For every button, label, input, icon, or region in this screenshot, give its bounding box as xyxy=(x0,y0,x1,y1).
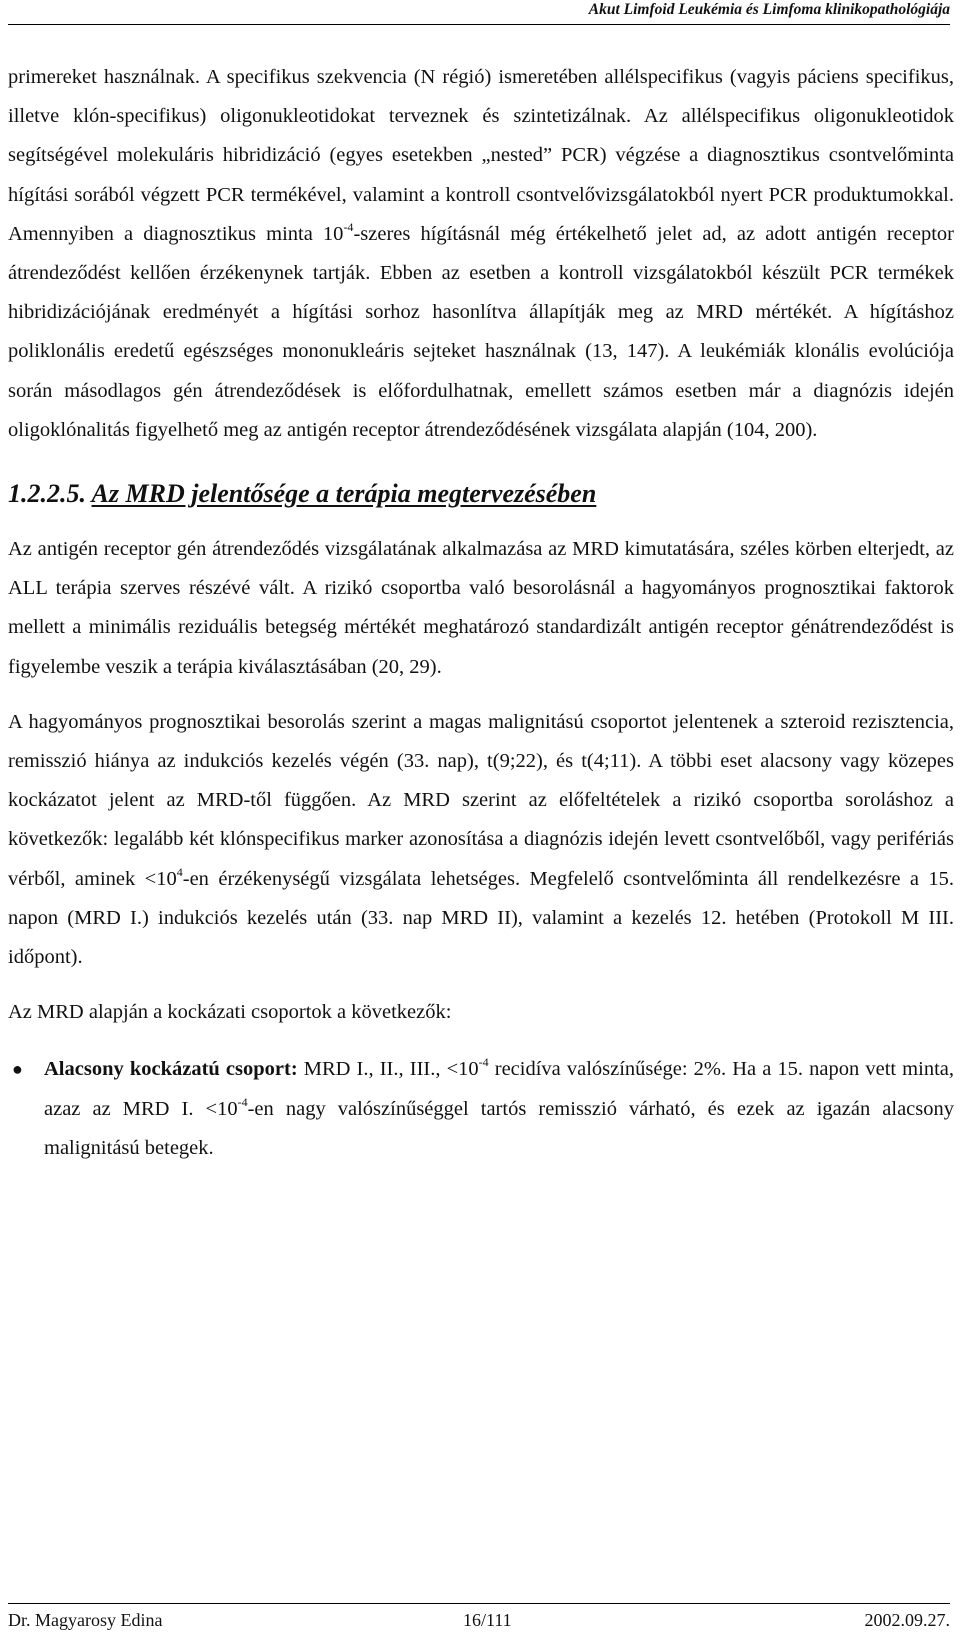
paragraph-text: A hagyományos prognosztikai besorolás szerint a magas malignitású csoportot jelentenek a szteroid rezisztencia, remisszió hiánya az indukciós kezelés végén (33. nap), t(9;22), és t(4;11). A többi eset alacsony vagy közepes kockázatot jelent az MRD-től függően. Az MRD szerint az előfeltételek a rizikó csoportba soroláshoz a következők: legalább két klónspecifikus marker azonosítása a diagnózis idején levett csontvelőből, vagy perifériás vérből, aminek <10 xyxy=(8,710,954,890)
section-heading xyxy=(8,472,954,516)
paragraph-text: Az MRD alapján a kockázati csoportok a következők: xyxy=(8,1001,452,1024)
list-item-text: MRD I., II., III., <10 xyxy=(297,1058,479,1081)
list-item-text: recidíva valószínűsége: 2%. Ha a 15. napon vett minta, azaz az MRD I. <10 xyxy=(44,1058,954,1120)
body-paragraph xyxy=(8,58,954,450)
running-header-title: Akut Limfoid Leukémia és Limfoma klinikopathológiája xyxy=(588,1,950,18)
section-title: Az MRD jelentősége a terápia megtervezésében xyxy=(91,479,597,509)
paragraph-text: primereket használnak. A specifikus szekvencia (N régió) ismeretében allélspecifikus (vagyis páciens specifikus, illetve klón-specifikus) oligonukleotidokat terveznek és szintetizálnak. Az allélspecifikus oligonukleotidok segítségével molekuláris hibridizáció (egyes esetekben „nested” PCR) végzése a diagnosztikus csontvelőminta hígítási sorából végzett PCR termékével, valamint a kontroll csontvelővizsgálatokból nyert PCR produktumokkal. Amennyiben a diagnosztikus minta 10 xyxy=(8,66,954,245)
body-paragraph xyxy=(8,993,954,1032)
list-item-title: Alacsony kockázatú csoport: xyxy=(44,1058,298,1081)
footer-author: Dr. Magyarosy Edina xyxy=(8,1610,163,1630)
superscript: -4 xyxy=(343,219,354,234)
superscript: -4 xyxy=(237,1094,248,1109)
footer-date: 2002.09.27. xyxy=(864,1610,950,1630)
body-paragraph xyxy=(8,703,954,977)
superscript: -4 xyxy=(478,1055,489,1070)
footer-page-number: 16/111 xyxy=(463,1610,512,1630)
page-footer xyxy=(8,1603,950,1634)
document-body xyxy=(8,58,954,1168)
paragraph-text: -en érzékenységű vizsgálata lehetséges. Megfelelő csontvelőminta áll rendelkezésre a 15. napon (MRD I.) indukciós kezelés után (33. nap MRD II), valamint a kezelés 12. hetében (Protokoll M III. időpont). xyxy=(8,867,954,969)
list-item xyxy=(8,1050,954,1168)
superscript: 4 xyxy=(176,864,183,879)
section-number: 1.2.2.5. xyxy=(8,479,86,509)
body-paragraph xyxy=(8,530,954,687)
list-item-text: -en nagy valószínűséggel tartós remisszió várható, és ezek az igazán alacsony malignitású betegek. xyxy=(44,1097,954,1159)
bullet-icon: ● xyxy=(12,1059,23,1080)
bullet-list xyxy=(8,1050,954,1168)
paragraph-text: Az antigén receptor gén átrendeződés vizsgálatának alkalmazása az MRD kimutatására, széles körben elterjedt, az ALL terápia szerves részévé vált. A rizikó csoportba való besorolásnál a hagyományos prognosztikai faktorok mellett a minimális reziduális betegség mértékét meghatározó standardizált antigén receptor génátrendeződést is figyelembe veszik a terápia kiválasztásában (20, 29). xyxy=(8,538,954,678)
running-header xyxy=(8,0,950,25)
paragraph-text: -szeres hígításnál még értékelhető jelet ad, az adott antigén receptor átrendeződést kellően érzékenynek tartják. Ebben az esetben a kontroll vizsgálatokból készült PCR termékek hibridizációjának eredményét a hígítási sorhoz hasonlítva állapítják meg az MRD mértékét. A hígításhoz poliklonális eredetű egészséges mononukleáris sejteket használnak (13, 147). A leukémiák klonális evolúciója során másodlagos gén átrendeződések is előfordulhatnak, emellett számos esetben már a diagnózis idején oligoklónalitás figyelhető meg az antigén receptor átrendeződésének vizsgálata alapján (104, 200). xyxy=(8,222,954,441)
